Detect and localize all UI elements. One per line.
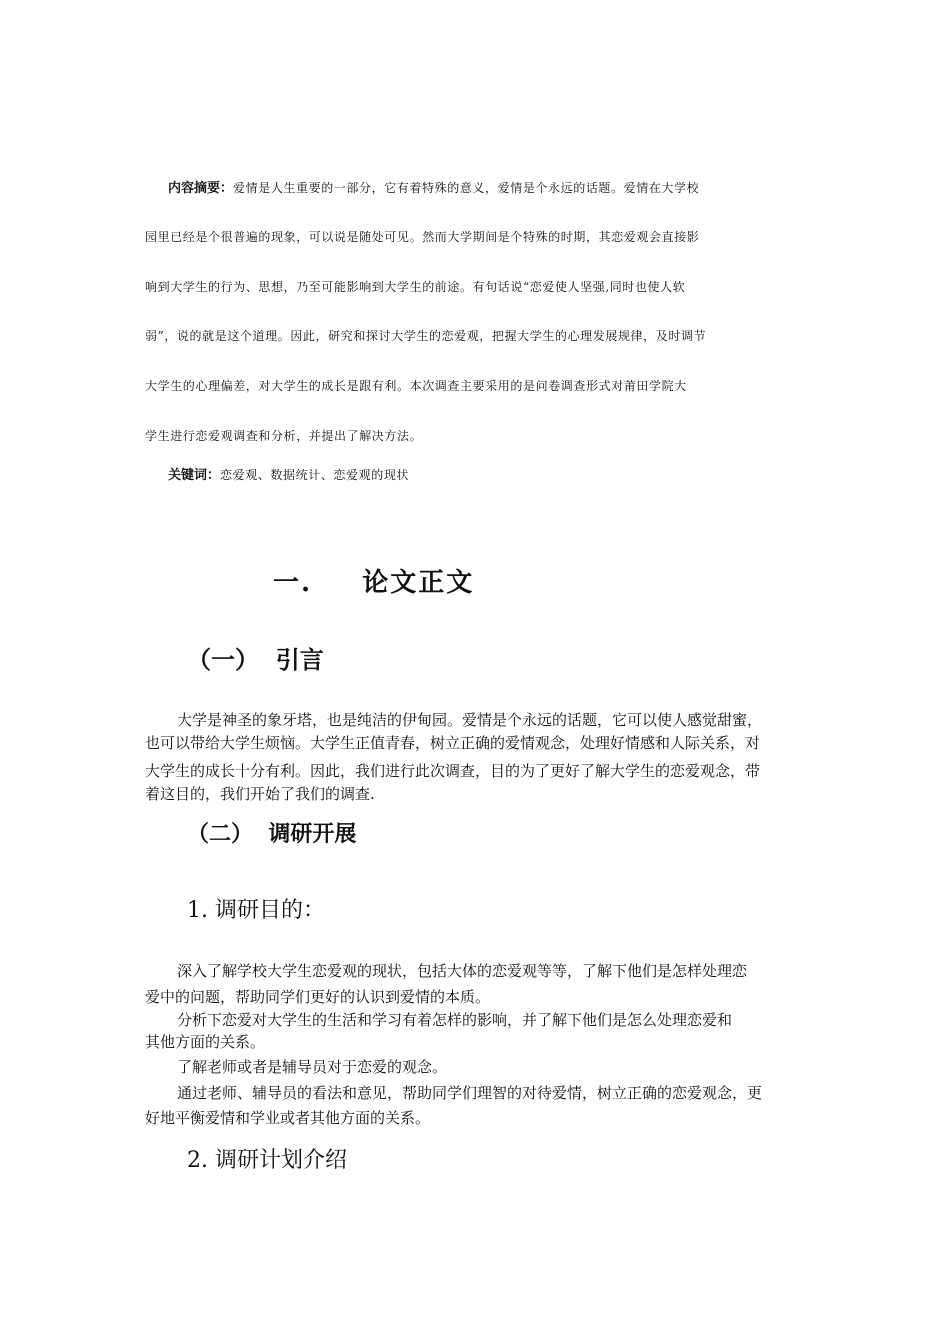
purpose-line-1: 深入了解学校大学生恋爱观的现状，包括大体的恋爱观等等，了解下他们是怎样处理恋 [177, 962, 748, 980]
purpose-line-2: 爱中的问题，帮助同学们更好的认识到爱情的本质。 [145, 988, 491, 1006]
chapter-title: 论文正文 [362, 568, 475, 598]
keywords-text: 恋爱观、数据统计、恋爱观的现状 [220, 468, 410, 482]
abstract-line-1 [168, 180, 788, 197]
purpose-line-7: 好地平衡爱情和学业或者其他方面的关系。 [145, 1109, 431, 1127]
chapter-heading [273, 562, 474, 599]
section-heading-intro: （一） 引言 [187, 645, 324, 674]
abstract-line-6: 学生进行恋爱观调查和分析，并提出了解决方法。 [145, 429, 423, 443]
abstract-text: 爱情是人生重要的一部分，它有着特殊的意义，爱情是个永远的话题。爱情在大学校 [233, 181, 700, 195]
abstract-line-2: 园里已经是个很普遍的现象，可以说是随处可见。然而大学期间是个特殊的时期，其恋爱观会直接影 [145, 230, 700, 244]
purpose-line-4: 其他方面的关系。 [145, 1033, 266, 1051]
subheading-purpose: 1. 调研目的： [187, 898, 325, 923]
abstract-label: 内容摘要： [168, 181, 234, 196]
purpose-line-3: 分析下恋爱对大学生的生活和学习有着怎样的影响，并了解下他们是怎么处理恋爱和 [177, 1011, 733, 1029]
intro-line-1: 大学是神圣的象牙塔，也是纯洁的伊甸园。爱情是个永远的话题，它可以使人感觉甜蜜， [177, 711, 763, 729]
keywords-label: 关键词： [168, 468, 221, 483]
keywords [168, 467, 788, 484]
purpose-line-5: 了解老师或者是辅导员对于恋爱的观念。 [177, 1058, 448, 1076]
section-heading-research: （二） 调研开展 [187, 821, 357, 847]
purpose-line-6: 通过老师、辅导员的看法和意见，帮助同学们理智的对待爱情，树立正确的恋爱观念，更 [177, 1084, 763, 1102]
intro-line-3: 大学生的成长十分有利。因此，我们进行此次调查，目的为了更好了解大学生的恋爱观念，带 [145, 762, 761, 780]
intro-line-4: 着这目的，我们开始了我们的调查. [145, 785, 375, 803]
abstract-line-4: 弱”，说的就是这个道理。因此，研究和探讨大学生的恋爱观，把握大学生的心理发展规律，及时调节 [145, 329, 707, 343]
abstract-line-3: 响到大学生的行为、思想，乃至可能影响到大学生的前途。有句话说“恋爱使人坚强,同时也使人软 [145, 280, 686, 294]
abstract-line-5: 大学生的心理偏差，对大学生的成长是跟有利。本次调查主要采用的是问卷调查形式对莆田学院大 [145, 379, 687, 393]
intro-line-2: 也可以带给大学生烦恼。大学生正值青春，树立正确的爱情观念，处理好情感和人际关系，对 [145, 734, 761, 752]
subheading-plan: 2. 调研计划介绍 [187, 1148, 347, 1173]
chapter-number: 一. [273, 568, 313, 598]
